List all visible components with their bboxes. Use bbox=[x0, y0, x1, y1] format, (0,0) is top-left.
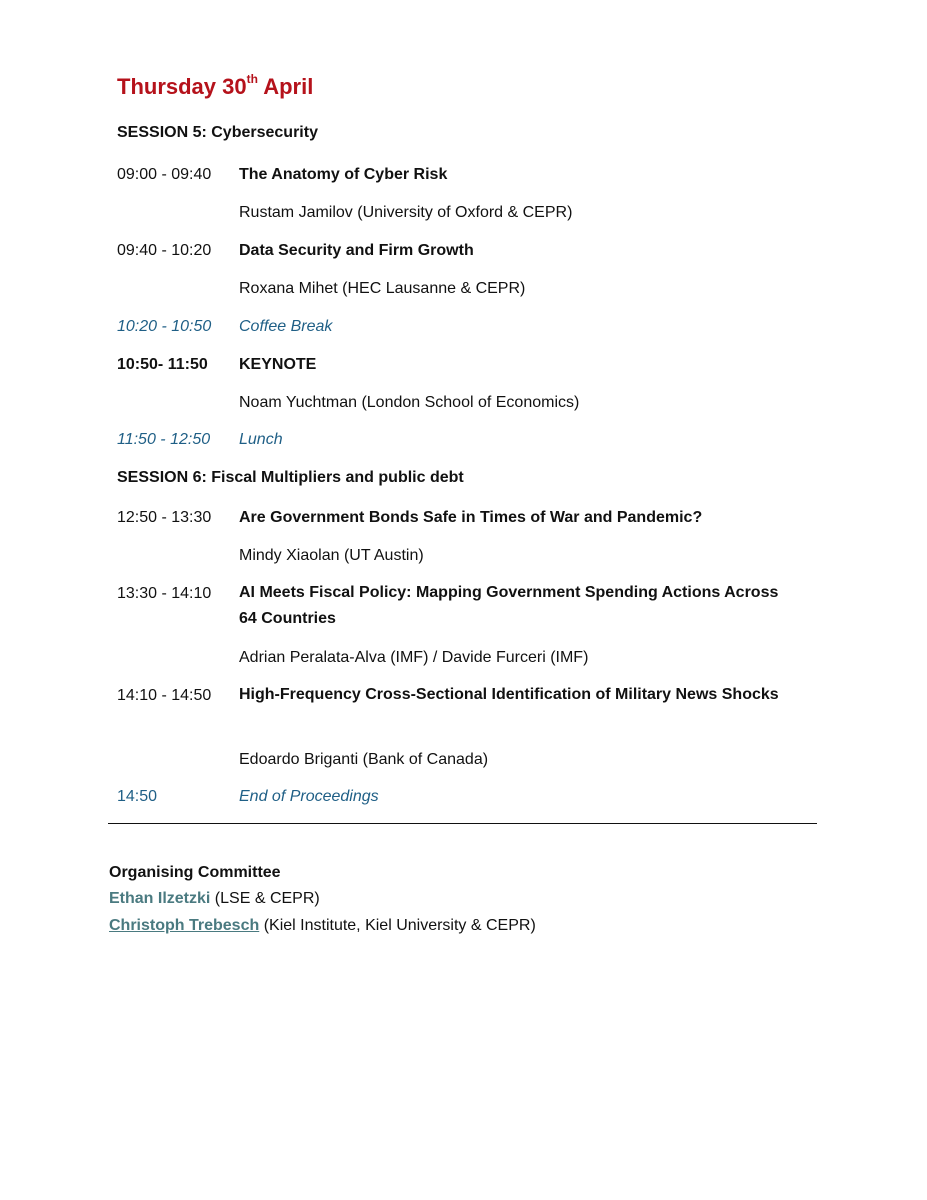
divider-line bbox=[108, 823, 817, 824]
day-title bbox=[117, 71, 314, 100]
committee-heading: Organising Committee bbox=[109, 864, 281, 881]
talk-title: High-Frequency Cross-Sectional Identification of Military News Shocks bbox=[239, 686, 779, 703]
day-title-month: April bbox=[257, 74, 314, 99]
slot-time: 12:50 - 13:30 bbox=[117, 509, 212, 526]
slot-time: 09:40 - 10:20 bbox=[117, 242, 212, 259]
talk-speaker: Edoardo Briganti (Bank of Canada) bbox=[239, 751, 489, 768]
break-time: 10:20 - 10:50 bbox=[117, 318, 212, 335]
session-heading: SESSION 5: Cybersecurity bbox=[117, 124, 318, 141]
talk-speaker: Mindy Xiaolan (UT Austin) bbox=[239, 547, 424, 564]
break-label: Lunch bbox=[239, 431, 283, 448]
member-affiliation: (LSE & CEPR) bbox=[210, 890, 320, 907]
member-affiliation: (Kiel Institute, Kiel University & CEPR) bbox=[259, 917, 536, 934]
talk-speaker: Adrian Peralata-Alva (IMF) / Davide Furceri (IMF) bbox=[239, 649, 589, 666]
talk-title: Data Security and Firm Growth bbox=[239, 242, 474, 259]
end-label: End of Proceedings bbox=[239, 788, 379, 805]
talk-title: Are Government Bonds Safe in Times of War and Pandemic? bbox=[239, 509, 703, 526]
committee-member bbox=[109, 917, 536, 935]
day-title-ordinal: th bbox=[246, 71, 258, 86]
slot-time: 13:30 - 14:10 bbox=[117, 585, 212, 602]
talk-speaker: Roxana Mihet (HEC Lausanne & CEPR) bbox=[239, 280, 526, 297]
talk-title: The Anatomy of Cyber Risk bbox=[239, 166, 448, 183]
member-name: Ethan Ilzetzki bbox=[109, 890, 211, 907]
slot-time: 09:00 - 09:40 bbox=[117, 166, 212, 183]
slot-time: 14:10 - 14:50 bbox=[117, 687, 212, 704]
keynote-speaker: Noam Yuchtman (London School of Economics) bbox=[239, 394, 580, 411]
keynote-title: KEYNOTE bbox=[239, 356, 317, 373]
end-time: 14:50 bbox=[117, 788, 158, 805]
day-title-main: Thursday 30 bbox=[117, 74, 247, 99]
keynote-time: 10:50- 11:50 bbox=[117, 356, 208, 373]
session-heading: SESSION 6: Fiscal Multipliers and public debt bbox=[117, 469, 464, 486]
break-label: Coffee Break bbox=[239, 318, 333, 335]
talk-title: AI Meets Fiscal Policy: Mapping Government Spending Actions Across 64 Countries bbox=[239, 584, 779, 627]
member-name-link[interactable]: Christoph Trebesch bbox=[109, 917, 260, 934]
break-time: 11:50 - 12:50 bbox=[117, 431, 211, 448]
committee-member bbox=[109, 890, 320, 908]
talk-speaker: Rustam Jamilov (University of Oxford & CEPR) bbox=[239, 204, 573, 221]
